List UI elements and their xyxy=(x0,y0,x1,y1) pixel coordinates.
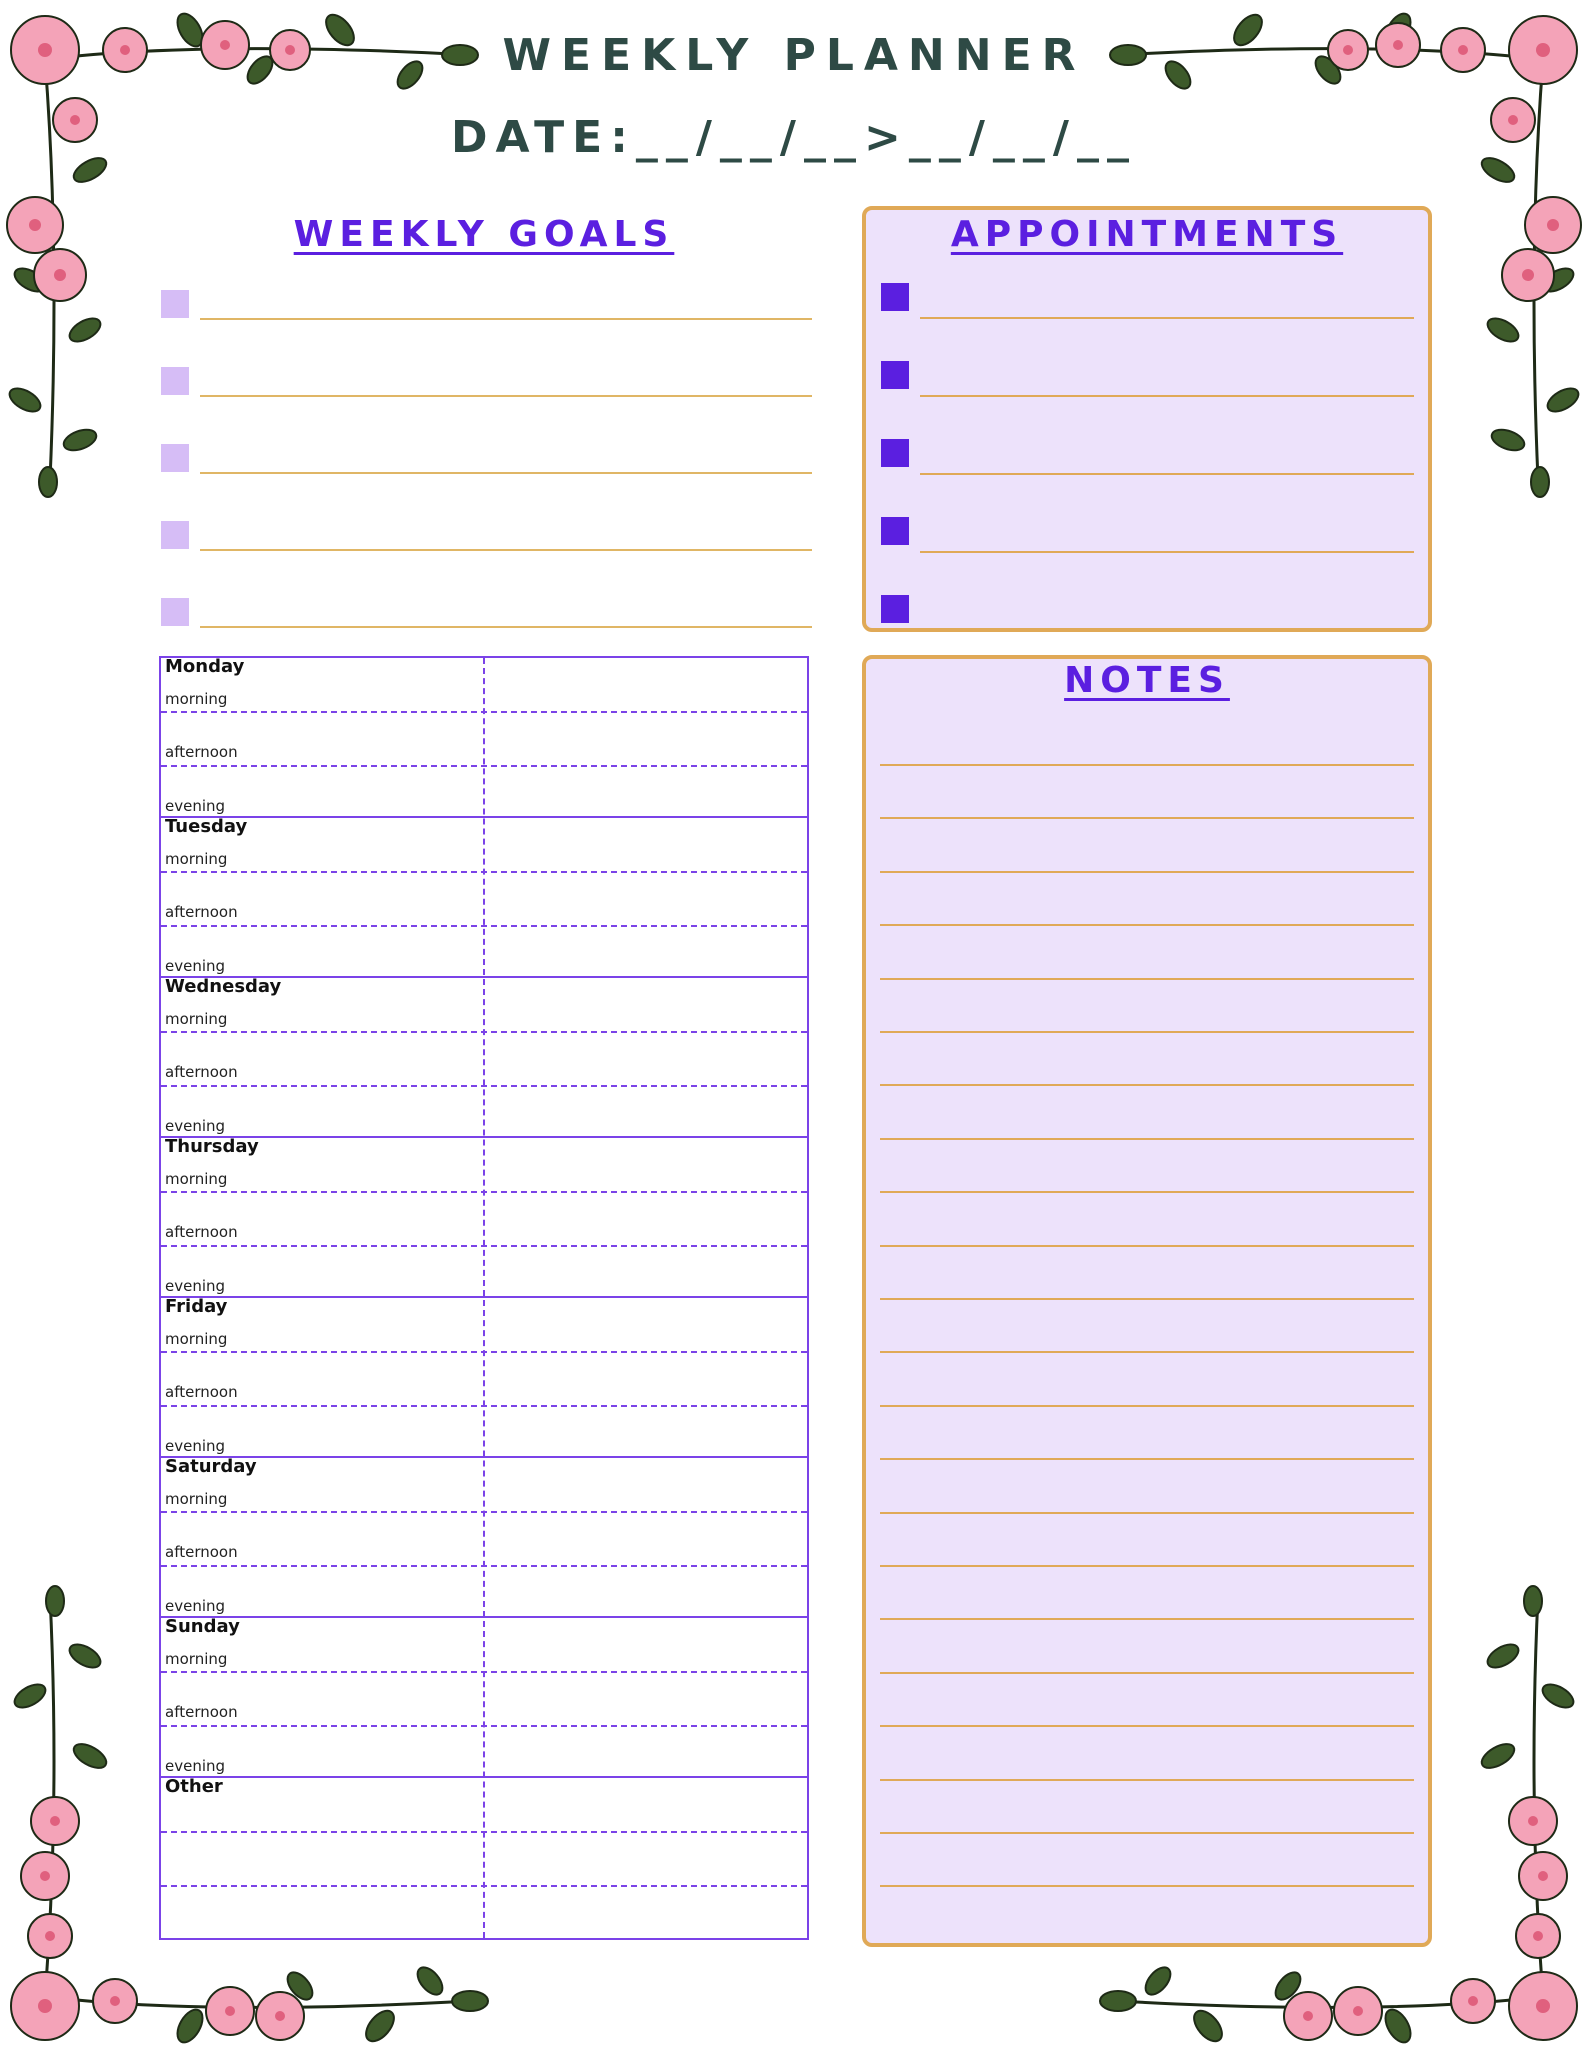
notes-line[interactable] xyxy=(880,1512,1414,1514)
day-label: Sunday xyxy=(165,1616,240,1637)
notes-line[interactable] xyxy=(880,1031,1414,1033)
slot-divider xyxy=(161,925,807,927)
slot-label-afternoon: afternoon xyxy=(165,1223,238,1242)
notes-line[interactable] xyxy=(880,1405,1414,1407)
notes-line[interactable] xyxy=(880,1084,1414,1086)
schedule-column-divider xyxy=(483,658,485,1938)
daily-schedule-grid xyxy=(159,656,809,1940)
weekly-goals-title: WEEKLY GOALS xyxy=(293,214,675,255)
page-title: WEEKLY PLANNER xyxy=(502,30,1086,81)
notes-line[interactable] xyxy=(880,1885,1414,1887)
slot-divider xyxy=(161,1511,807,1513)
day-label: Wednesday xyxy=(165,976,282,997)
day-label: Monday xyxy=(165,656,245,677)
appointment-checkbox[interactable] xyxy=(881,595,909,623)
slot-label-morning: morning xyxy=(165,1010,228,1028)
date-range-field[interactable]: DATE:__/__/__>__/__/__ xyxy=(451,112,1137,163)
goal-checkbox[interactable] xyxy=(161,444,189,472)
slot-label-evening: evening xyxy=(165,1116,226,1135)
day-divider xyxy=(161,1296,807,1298)
slot-label-evening: evening xyxy=(165,1596,226,1615)
notes-line[interactable] xyxy=(880,924,1414,926)
notes-line[interactable] xyxy=(880,764,1414,766)
slot-label-afternoon: afternoon xyxy=(165,1543,238,1562)
slot-label-afternoon: afternoon xyxy=(165,1703,238,1722)
notes-title: NOTES xyxy=(1064,660,1230,701)
slot-label-evening: evening xyxy=(165,796,226,815)
notes-line[interactable] xyxy=(880,1672,1414,1674)
day-label: Tuesday xyxy=(165,816,248,837)
appointment-entry-line[interactable] xyxy=(920,551,1414,553)
slot-label-morning: morning xyxy=(165,1170,228,1188)
slot-divider xyxy=(161,1831,807,1833)
notes-line[interactable] xyxy=(880,1458,1414,1460)
slot-divider xyxy=(161,871,807,873)
slot-divider xyxy=(161,1351,807,1353)
day-label: Other xyxy=(165,1776,223,1797)
slot-label-afternoon: afternoon xyxy=(165,1383,238,1402)
appointments-title: APPOINTMENTS xyxy=(950,214,1344,255)
day-divider xyxy=(161,1456,807,1458)
goal-entry-line[interactable] xyxy=(200,318,812,320)
slot-label-morning: morning xyxy=(165,1650,228,1668)
notes-line[interactable] xyxy=(880,1725,1414,1727)
day-divider xyxy=(161,816,807,818)
appointment-checkbox[interactable] xyxy=(881,517,909,545)
appointment-entry-line[interactable] xyxy=(920,473,1414,475)
notes-line[interactable] xyxy=(880,1298,1414,1300)
day-divider xyxy=(161,1776,807,1778)
notes-line[interactable] xyxy=(880,1245,1414,1247)
notes-line[interactable] xyxy=(880,871,1414,873)
notes-line[interactable] xyxy=(880,978,1414,980)
slot-label-morning: morning xyxy=(165,1330,228,1348)
slot-label-evening: evening xyxy=(165,1756,226,1775)
slot-divider xyxy=(161,1191,807,1193)
goal-checkbox[interactable] xyxy=(161,521,189,549)
goal-entry-line[interactable] xyxy=(200,395,812,397)
goal-entry-line[interactable] xyxy=(200,626,812,628)
slot-label-evening: evening xyxy=(165,1276,226,1295)
slot-label-morning: morning xyxy=(165,1490,228,1508)
slot-divider xyxy=(161,1565,807,1567)
day-label: Thursday xyxy=(165,1136,259,1157)
slot-divider xyxy=(161,765,807,767)
notes-line[interactable] xyxy=(880,1565,1414,1567)
appointment-checkbox[interactable] xyxy=(881,283,909,311)
goal-checkbox[interactable] xyxy=(161,290,189,318)
slot-divider xyxy=(161,1885,807,1887)
slot-label-morning: morning xyxy=(165,850,228,868)
day-label: Saturday xyxy=(165,1456,257,1477)
goal-entry-line[interactable] xyxy=(200,472,812,474)
notes-line[interactable] xyxy=(880,1779,1414,1781)
appointment-checkbox[interactable] xyxy=(881,439,909,467)
appointment-entry-line[interactable] xyxy=(920,395,1414,397)
notes-line[interactable] xyxy=(880,1618,1414,1620)
slot-label-morning: morning xyxy=(165,690,228,708)
slot-divider xyxy=(161,1725,807,1727)
notes-line[interactable] xyxy=(880,817,1414,819)
appointment-checkbox[interactable] xyxy=(881,361,909,389)
slot-label-afternoon: afternoon xyxy=(165,743,238,762)
notes-line[interactable] xyxy=(880,1832,1414,1834)
slot-label-afternoon: afternoon xyxy=(165,1063,238,1082)
notes-line[interactable] xyxy=(880,1351,1414,1353)
appointments-panel xyxy=(862,206,1432,632)
slot-label-evening: evening xyxy=(165,956,226,975)
day-divider xyxy=(161,1616,807,1618)
appointment-entry-line[interactable] xyxy=(920,317,1414,319)
notes-line[interactable] xyxy=(880,1191,1414,1193)
slot-label-evening: evening xyxy=(165,1436,226,1455)
slot-divider xyxy=(161,1031,807,1033)
slot-divider xyxy=(161,711,807,713)
goal-checkbox[interactable] xyxy=(161,598,189,626)
slot-divider xyxy=(161,1405,807,1407)
slot-divider xyxy=(161,1245,807,1247)
slot-divider xyxy=(161,1671,807,1673)
slot-label-afternoon: afternoon xyxy=(165,903,238,922)
notes-line[interactable] xyxy=(880,1138,1414,1140)
notes-panel xyxy=(862,655,1432,1947)
goal-checkbox[interactable] xyxy=(161,367,189,395)
slot-divider xyxy=(161,1085,807,1087)
day-label: Friday xyxy=(165,1296,228,1317)
goal-entry-line[interactable] xyxy=(200,549,812,551)
